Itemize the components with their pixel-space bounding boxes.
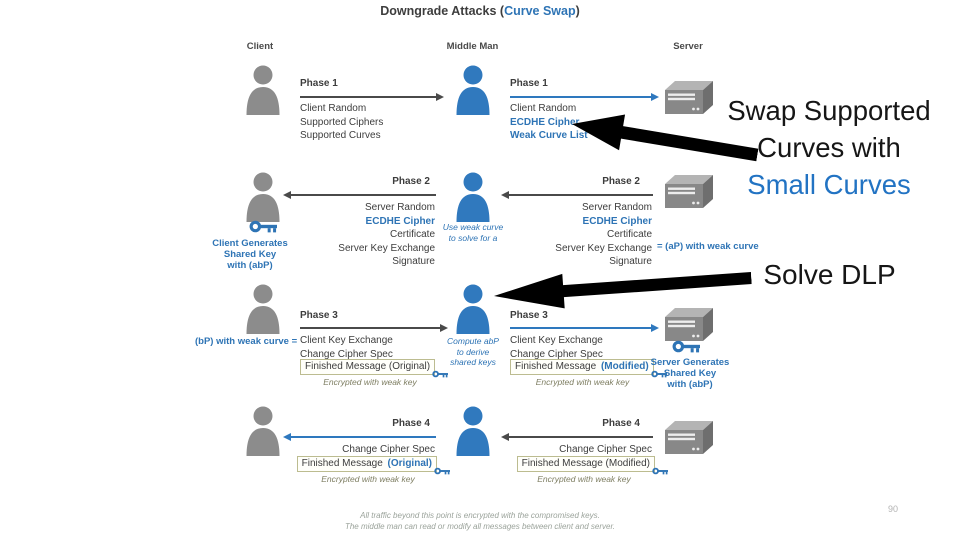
phase3-right-messages (510, 334, 603, 361)
finished-message-text: Finished Message (Original) (305, 361, 431, 372)
message-line: Change Cipher Spec (559, 444, 652, 455)
client-person-icon-phase2 (242, 172, 284, 222)
callout-line: Swap Supported (727, 95, 931, 126)
note-line: Use weak curve (442, 222, 504, 232)
key-icon-client (249, 218, 277, 235)
key-icon-server (672, 338, 700, 355)
phase4-server-to-middleman-arrow (508, 436, 653, 438)
message-line: Change Cipher Spec (342, 444, 435, 455)
column-header-server: Server (673, 41, 703, 52)
phase2-left-label: Phase 2 (392, 176, 430, 187)
callout-line-highlight: Small Curves (747, 169, 911, 200)
message-line: Client Random (300, 103, 367, 114)
finished-message-text: Finished Message (Modified) (521, 458, 650, 469)
client-person-icon-phase4 (242, 406, 284, 456)
middleman-person-icon-phase3 (452, 284, 494, 334)
phase2-right-label: Phase 2 (602, 176, 640, 187)
message-line-modified: ECDHE Cipher (510, 116, 580, 128)
phase4-right-label: Phase 4 (602, 418, 640, 429)
phase4-right-messages (460, 443, 652, 457)
keytext-line: Client Generates (212, 238, 288, 249)
message-line: Certificate (389, 229, 435, 240)
message-line: Signature (392, 256, 435, 267)
keytext-line: with (abP) (227, 260, 273, 271)
finished-message-modified-text: (Modified) (600, 361, 649, 372)
phase2-server-to-middleman-arrow (508, 194, 653, 196)
phase4-left-label: Phase 4 (392, 418, 430, 429)
message-line-modified: ECDHE Cipher (365, 215, 435, 227)
finished-message-box-phase4-right (517, 456, 655, 472)
middleman-person-icon-phase1 (452, 65, 494, 115)
message-line: Signature (609, 256, 652, 267)
callout-line: Curves with (757, 132, 901, 163)
page-title (0, 4, 960, 18)
message-line: Client Key Exchange (510, 335, 603, 346)
phase3-right-label: Phase 3 (510, 310, 548, 321)
message-line: Change Cipher Spec (510, 348, 603, 360)
footer-line: All traffic beyond this point is encrypted with the compromised keys. (360, 511, 600, 520)
client-person-icon-phase3 (242, 284, 284, 334)
phase3-left-messages (300, 334, 393, 361)
message-line: Client Random (510, 103, 577, 114)
title-highlight: Curve Swap (504, 4, 576, 18)
message-line: Server Key Exchange (338, 242, 435, 254)
message-line: Supported Ciphers (300, 116, 384, 128)
phase1-left-messages (300, 102, 383, 143)
finished-message-box-phase3-left (300, 359, 435, 375)
finished-message-original-text: (Original) (387, 458, 432, 469)
message-line: Certificate (606, 229, 652, 240)
title-prefix: Downgrade Attacks ( (380, 4, 505, 18)
phase2-middleman-to-client-arrow (290, 194, 436, 196)
phase1-middleman-to-server-arrow (510, 96, 652, 98)
phase3-client-to-middleman-arrow (300, 327, 441, 329)
finished-message-box-phase4-left (297, 456, 437, 472)
encrypted-note: Encrypted with weak key (537, 474, 631, 484)
keytext-line: with (abP) (667, 379, 713, 390)
server-icon-phase4 (662, 418, 716, 456)
message-line: Supported Curves (300, 130, 381, 141)
phase4-middleman-to-client-arrow (290, 436, 436, 438)
footer-line: The middle man can read or modify all messages between client and server. (344, 522, 616, 531)
column-header-middleman: Middle Man (446, 41, 499, 52)
message-line: Server Random (364, 202, 435, 213)
encrypted-note: Encrypted with weak key (321, 474, 415, 484)
column-header-client: Client (246, 41, 274, 52)
client-person-icon-phase1 (242, 65, 284, 115)
keytext-line: Shared Key (663, 368, 717, 379)
middleman-note-phase3 (426, 336, 520, 368)
message-line-modified: ECDHE Cipher (582, 215, 652, 227)
finished-message-text: Finished Message (301, 458, 383, 469)
note-line: shared keys (450, 357, 496, 367)
swap-callout-text (702, 92, 956, 203)
page-number: 90 (888, 504, 899, 514)
footer-note (0, 510, 960, 532)
client-shared-key-text (190, 238, 310, 271)
note-line: to solve for a (448, 232, 498, 243)
message-line-modified: Weak Curve List (510, 130, 588, 141)
phase3-left-label: Phase 3 (300, 310, 338, 321)
phase1-right-label: Phase 1 (510, 78, 548, 89)
solve-callout-text: Solve DLP (763, 259, 896, 290)
weak-curve-annotation: (bP) with weak curve = (195, 336, 298, 347)
encrypted-note: Encrypted with weak key (323, 377, 417, 387)
message-line: Server Random (581, 202, 652, 213)
server-shared-key-text (632, 357, 748, 390)
message-line: Server Key Exchange (555, 242, 652, 254)
keytext-line: Shared Key (223, 249, 277, 260)
note-line: Compute abP (447, 336, 499, 346)
middleman-note-phase2 (426, 222, 520, 243)
phase1-client-to-middleman-arrow (300, 96, 437, 98)
title-suffix: ) (575, 4, 580, 18)
message-line: Change Cipher Spec (300, 348, 393, 360)
keytext-line: Server Generates (650, 357, 730, 368)
finished-message-text: Finished Message (515, 361, 597, 372)
encrypted-note: Encrypted with weak key (535, 377, 630, 387)
note-line: to derive (456, 346, 490, 357)
message-line: Client Key Exchange (300, 335, 393, 346)
phase3-middleman-to-server-arrow (510, 327, 652, 329)
phase1-left-label: Phase 1 (300, 78, 338, 89)
weak-curve-annotation: = (aP) with weak curve (657, 241, 759, 252)
phase4-left-messages (280, 443, 435, 457)
